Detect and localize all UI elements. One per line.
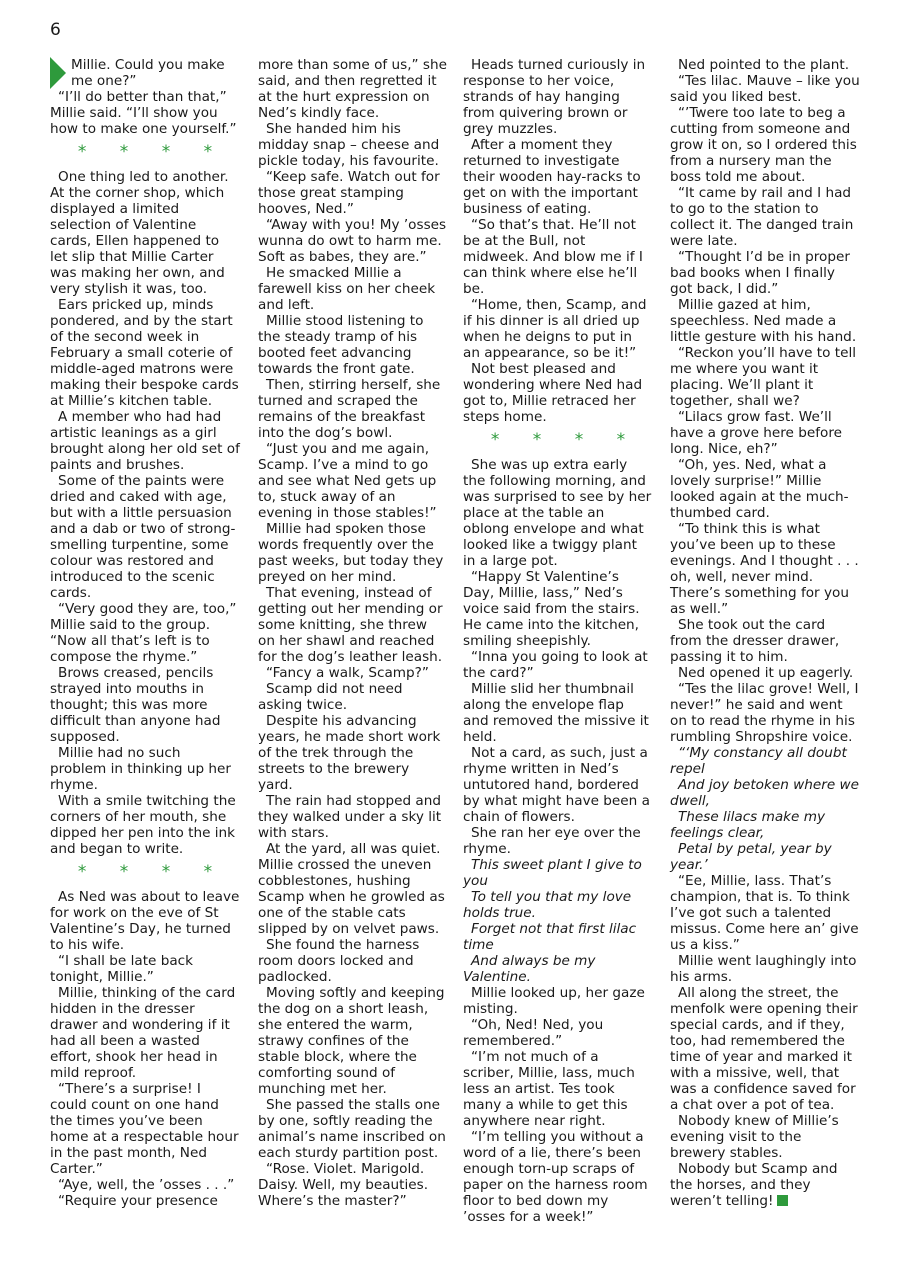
paragraph — [463, 1129, 653, 1225]
paragraph — [258, 1161, 448, 1209]
paragraph — [670, 953, 860, 985]
paragraph — [50, 793, 240, 857]
paragraph — [258, 713, 448, 793]
paragraph-text: “’Twere too late to beg a cutting from someone and grow it on, so I ordered this from a nursery man the boss told me about. — [670, 105, 857, 185]
paragraph-text: “So that’s that. He’ll not be at the Bull, not midweek. And blow me if I can think where else he’ll be. — [463, 217, 643, 297]
paragraph-text: Petal by petal, year by year.’ — [670, 841, 832, 873]
paragraph-text: Then, stirring herself, she turned and scraped the remains of the breakfast into the dog’s bowl. — [258, 377, 441, 441]
paragraph — [463, 825, 653, 857]
paragraph-text: A member who had had artistic leanings as a girl brought along her old set of paints and brushes. — [50, 409, 240, 473]
paragraph-text: Forget not that first lilac time — [463, 921, 637, 953]
paragraph-text: She found the harness room doors locked and padlocked. — [258, 937, 420, 985]
paragraph-text: more than some of us,” she said, and then regretted it at the hurt expression on Ned’s kindly face. — [258, 57, 447, 121]
paragraph-text: “‘My constancy all doubt repel — [670, 745, 847, 777]
paragraph-text: “There’s a surprise! I could count on one hand the times you’ve been home at a respectable hour in the past month, Ned Carter.” — [50, 1081, 239, 1177]
paragraph — [50, 1193, 240, 1209]
paragraph — [463, 745, 653, 825]
paragraph — [670, 1161, 860, 1209]
paragraph-text: “Tes lilac. Mauve – like you said you liked best. — [670, 73, 860, 105]
paragraph — [258, 441, 448, 521]
page-number: 6 — [50, 20, 61, 40]
paragraph-text: “Happy St Valentine’s Day, Millie, lass,” Ned’s voice said from the stairs. He came into the kitchen, smiling sheepishly. — [463, 569, 640, 649]
section-break-stars: * * * * — [490, 430, 640, 450]
paragraph-text: Ned pointed to the plant. — [678, 57, 850, 73]
paragraph-text: Scamp did not need asking twice. — [258, 681, 403, 713]
paragraph — [463, 297, 653, 361]
paragraph-text: “Home, then, Scamp, and if his dinner is all dried up when he deigns to put in an appearance, so be it!” — [463, 297, 647, 361]
paragraph-text: As Ned was about to leave for work on the eve of St Valentine’s Day, he turned to his wife. — [50, 889, 240, 953]
paragraph-text: “Require your presence — [58, 1193, 218, 1209]
paragraph — [670, 521, 860, 617]
paragraph-text: “It came by rail and I had to go to the station to collect it. The danged train were late. — [670, 185, 854, 249]
continuation-arrow-icon — [50, 57, 66, 89]
paragraph — [50, 89, 240, 137]
paragraph-text: And always be my Valentine. — [463, 953, 596, 985]
paragraph-text: “Rose. Violet. Marigold. Daisy. Well, my beauties. Where’s the master?” — [258, 1161, 429, 1209]
paragraph-text: That evening, instead of getting out her mending or some knitting, she threw on her shawl and reached for the dog’s leather leash. — [258, 585, 443, 665]
paragraph — [670, 985, 860, 1113]
paragraph — [258, 217, 448, 265]
paragraph — [258, 377, 448, 441]
paragraph-text: After a moment they returned to investigate their wooden hay-racks to get on with the important business of eating. — [463, 137, 641, 217]
paragraph-text: Millie stood listening to the steady tramp of his booted feet advancing towards the front gate. — [258, 313, 424, 377]
paragraph — [50, 57, 240, 89]
paragraph — [670, 873, 860, 953]
paragraph — [670, 665, 860, 681]
paragraph-text: “Reckon you’ll have to tell me where you want it placing. We’ll plant it together, shall we? — [670, 345, 856, 409]
paragraph — [50, 985, 240, 1081]
paragraph-text: This sweet plant I give to you — [463, 857, 642, 889]
paragraph-text: Despite his advancing years, he made short work of the trek through the streets to the brewery yard. — [258, 713, 441, 793]
paragraph-text: Brows creased, pencils strayed into mouths in thought; this was more difficult than anyone had supposed. — [50, 665, 221, 745]
paragraph — [258, 585, 448, 665]
paragraph-text: “Away with you! My ’osses wunna do owt to harm me. Soft as babes, they are.” — [258, 217, 447, 265]
paragraph — [463, 681, 653, 745]
paragraph-text: The rain had stopped and they walked under a sky lit with stars. — [258, 793, 442, 841]
paragraph-text: She took out the card from the dresser drawer, passing it to him. — [670, 617, 840, 665]
paragraph — [50, 297, 240, 409]
paragraph-text: Millie. Could you make me one?” — [71, 57, 225, 89]
verse-line — [463, 953, 653, 985]
paragraph-text: Nobody knew of Millie’s evening visit to the brewery stables. — [670, 1113, 839, 1161]
paragraph-text: Millie slid her thumbnail along the envelope flap and removed the missive it held. — [463, 681, 649, 745]
paragraph-text: “I’m not much of a scriber, Millie, lass, much less an artist. Tes took many a while to get this anywhere near right. — [463, 1049, 635, 1129]
verse-line — [670, 745, 860, 777]
paragraph — [670, 73, 860, 105]
end-mark-icon — [777, 1195, 788, 1206]
paragraph-text: “Inna you going to look at the card?” — [463, 649, 648, 681]
paragraph — [463, 1049, 653, 1129]
paragraph — [670, 681, 860, 745]
paragraph-text: “Very good they are, too,” Millie said to the group. “Now all that’s left is to compose the rhyme.” — [50, 601, 237, 665]
text-column-2 — [258, 57, 448, 1209]
paragraph — [50, 169, 240, 297]
paragraph — [50, 601, 240, 665]
paragraph-text: Not a card, as such, just a rhyme written in Ned’s untutored hand, bordered by what might have been a chain of flowers. — [463, 745, 650, 825]
paragraph — [50, 409, 240, 473]
paragraph — [670, 409, 860, 457]
paragraph-text: Nobody but Scamp and the horses, and they weren’t telling! — [670, 1161, 838, 1209]
paragraph — [258, 313, 448, 377]
paragraph-text: She passed the stalls one by one, softly reading the animal’s name inscribed on each sturdy partition post. — [258, 1097, 446, 1161]
verse-line — [670, 809, 860, 841]
paragraph — [258, 985, 448, 1097]
section-break-stars: * * * * — [77, 862, 227, 882]
paragraph-text: “I’ll do better than that,” Millie said. “I’ll show you how to make one yourself.” — [50, 89, 237, 137]
paragraph-text: “Just you and me again, Scamp. I’ve a mind to go and see what Ned gets up to, stuck away of an evening in those stables!” — [258, 441, 437, 521]
paragraph — [50, 953, 240, 985]
paragraph-text: Millie looked up, her gaze misting. — [463, 985, 645, 1017]
paragraph-text: “Oh, Ned! Ned, you remembered.” — [463, 1017, 604, 1049]
paragraph-text: He smacked Millie a farewell kiss on her cheek and left. — [258, 265, 436, 313]
paragraph-text: Millie had no such problem in thinking up her rhyme. — [50, 745, 231, 793]
verse-line — [670, 841, 860, 873]
verse-line — [463, 889, 653, 921]
paragraph — [670, 457, 860, 521]
paragraph — [463, 985, 653, 1017]
paragraph-text: Millie, thinking of the card hidden in the dresser drawer and wondering if it had all been a wasted effort, shook her head in mild reproof. — [50, 985, 236, 1081]
paragraph-text: Moving softly and keeping the dog on a short leash, she entered the warm, strawy confines of the stable block, where the comforting sound of munching met her. — [258, 985, 445, 1097]
paragraph-text: Ears pricked up, minds pondered, and by the start of the second week in February a small coterie of middle-aged matrons were making their bespoke cards at Millie’s kitchen table. — [50, 297, 239, 409]
paragraph-text: “Keep safe. Watch out for those great stamping hooves, Ned.” — [258, 169, 440, 217]
paragraph-text: “I shall be late back tonight, Millie.” — [50, 953, 194, 985]
paragraph-text: Millie had spoken those words frequently over the past weeks, but today they preyed on her mind. — [258, 521, 444, 585]
paragraph-text: She was up extra early the following morning, and was surprised to see by her place at the table an oblong envelope and what looked like a twiggy plant in a large pot. — [463, 457, 652, 569]
paragraph — [670, 1113, 860, 1161]
paragraph — [670, 249, 860, 297]
paragraph — [258, 665, 448, 681]
paragraph — [258, 841, 448, 937]
paragraph — [258, 121, 448, 169]
paragraph-text: Some of the paints were dried and caked with age, but with a little persuasion and a dab or two of strong-smelling turpentine, some colour was restored and introduced to the scenic cards. — [50, 473, 236, 601]
paragraph-text: Not best pleased and wondering where Ned had got to, Millie retraced her steps home. — [463, 361, 643, 425]
paragraph — [258, 169, 448, 217]
paragraph-text: “Aye, well, the ’osses . . .” — [58, 1177, 235, 1193]
paragraph — [463, 457, 653, 569]
paragraph-text: “To think this is what you’ve been up to these evenings. And I thought . . . oh, well, never mind. There’s something for you as well.” — [670, 521, 859, 617]
paragraph-text: “Oh, yes. Ned, what a lovely surprise!” Millie looked again at the much-thumbed card. — [670, 457, 849, 521]
paragraph-text: Millie gazed at him, speechless. Ned made a little gesture with his hand. — [670, 297, 857, 345]
paragraph — [258, 793, 448, 841]
text-column-3 — [463, 57, 653, 1225]
paragraph — [463, 361, 653, 425]
paragraph-text: “I’m telling you without a word of a lie, there’s been enough torn-up scraps of paper on the harness room floor to bed down my ’osses for a week!” — [463, 1129, 648, 1225]
paragraph — [258, 1097, 448, 1161]
paragraph-text: All along the street, the menfolk were opening their special cards, and if they, too, had remembered the time of year and marked it with a missive, well, that was a confidence saved for a chat over a pot of tea. — [670, 985, 858, 1113]
paragraph-text: At the yard, all was quiet. Millie crossed the uneven cobblestones, hushing Scamp when he growled as one of the stable cats slipped by on velvet paws. — [258, 841, 445, 937]
paragraph — [670, 297, 860, 345]
paragraph — [258, 937, 448, 985]
paragraph-text: Ned opened it up eagerly. — [678, 665, 854, 681]
paragraph-text: “Thought I’d be in proper bad books when I finally got back, I did.” — [670, 249, 850, 297]
paragraph — [463, 569, 653, 649]
paragraph — [50, 665, 240, 745]
paragraph — [670, 345, 860, 409]
section-break-stars: * * * * — [77, 142, 227, 162]
paragraph-text: These lilacs make my feelings clear, — [670, 809, 826, 841]
verse-line — [463, 857, 653, 889]
paragraph — [258, 265, 448, 313]
paragraph — [463, 57, 653, 137]
text-column-4 — [670, 57, 860, 1209]
paragraph-text: “Tes the lilac grove! Well, I never!” he said and went on to read the rhyme in his rumbling Shropshire voice. — [670, 681, 859, 745]
paragraph-text: She ran her eye over the rhyme. — [463, 825, 641, 857]
paragraph — [463, 1017, 653, 1049]
paragraph — [258, 681, 448, 713]
paragraph-text: Millie went laughingly into his arms. — [670, 953, 857, 985]
paragraph — [258, 57, 448, 121]
paragraph — [50, 745, 240, 793]
paragraph-text: With a smile twitching the corners of her mouth, she dipped her pen into the ink and began to write. — [50, 793, 236, 857]
paragraph — [50, 889, 240, 953]
paragraph-text: “Lilacs grow fast. We’ll have a grove here before long. Nice, eh?” — [670, 409, 842, 457]
paragraph-text: One thing led to another. At the corner shop, which displayed a limited selection of Valentine cards, Ellen happened to let slip that Millie Carter was making her own, and very stylish it was, too. — [50, 169, 229, 297]
paragraph — [670, 185, 860, 249]
paragraph — [258, 521, 448, 585]
paragraph — [463, 217, 653, 297]
paragraph-text: And joy betoken where we dwell, — [670, 777, 859, 809]
verse-line — [670, 777, 860, 809]
paragraph — [463, 137, 653, 217]
paragraph — [50, 473, 240, 601]
paragraph — [463, 649, 653, 681]
paragraph-text: To tell you that my love holds true. — [463, 889, 632, 921]
paragraph — [50, 1081, 240, 1177]
paragraph-text: Heads turned curiously in response to her voice, strands of hay hanging from quivering brown or grey muzzles. — [463, 57, 646, 137]
paragraph — [50, 1177, 240, 1193]
verse-line — [463, 921, 653, 953]
paragraph — [670, 57, 860, 73]
paragraph-text: She handed him his midday snap – cheese and pickle today, his favourite. — [258, 121, 440, 169]
paragraph — [670, 105, 860, 185]
paragraph — [670, 617, 860, 665]
paragraph-text: “Fancy a walk, Scamp?” — [266, 665, 429, 681]
text-column-1 — [50, 57, 240, 1209]
paragraph-text: “Ee, Millie, lass. That’s champion, that is. To think I’ve got such a talented missus. Come here an’ give us a kiss.” — [670, 873, 859, 953]
